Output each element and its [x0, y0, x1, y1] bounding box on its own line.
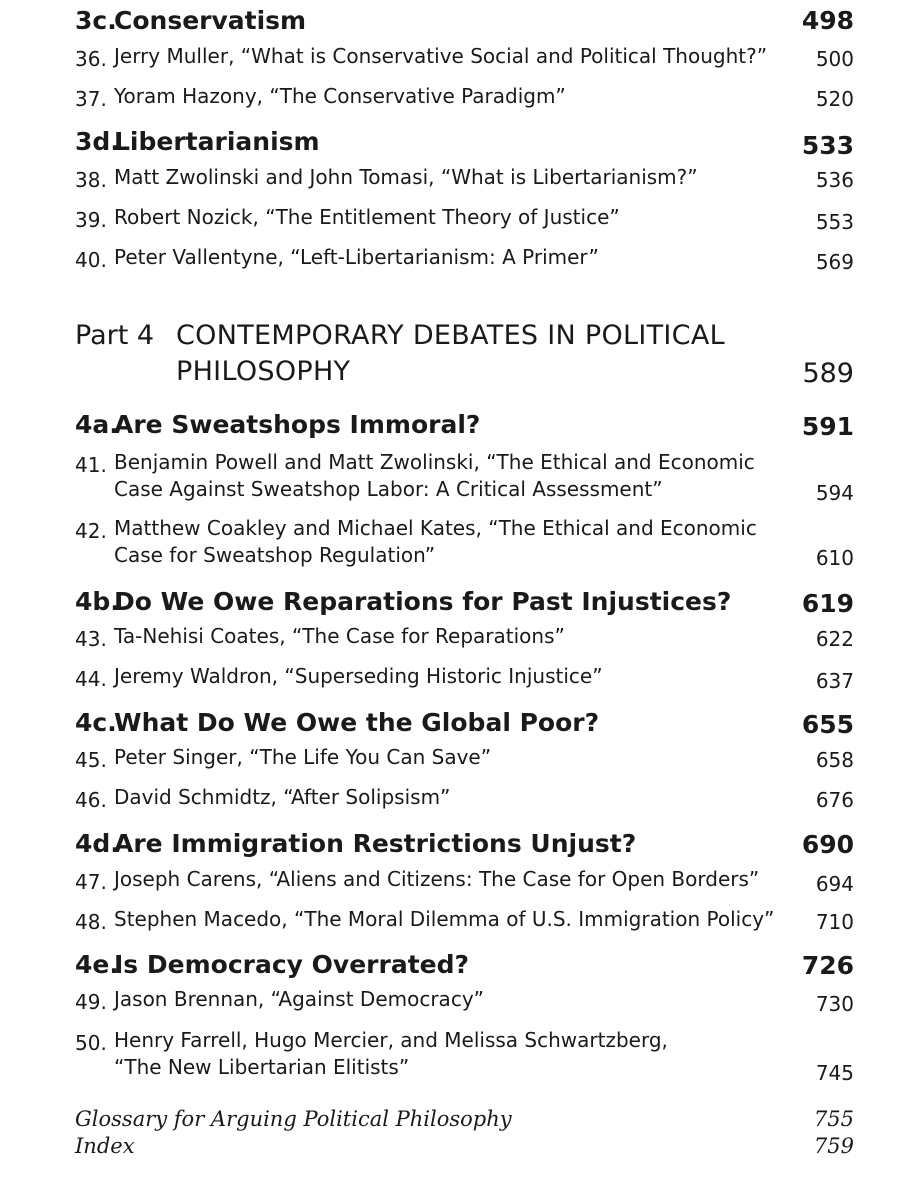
- part-title-line: PHILOSOPHY: [176, 356, 351, 387]
- entry-number: 40.: [75, 248, 107, 272]
- entry-title-line: Henry Farrell, Hugo Mercier, and Melissa Schwartzberg,: [114, 1028, 668, 1052]
- entry-number: 50.: [75, 1031, 107, 1055]
- entry-page: 637: [815, 669, 854, 693]
- section-page: 619: [801, 589, 854, 618]
- entry-title-line: “The New Libertarian Elitists”: [114, 1055, 410, 1079]
- entry-number: 47.: [75, 870, 107, 894]
- index-page: 759: [813, 1134, 854, 1158]
- section-number: 4a.: [75, 410, 119, 439]
- entry-number: 39.: [75, 208, 107, 232]
- entry-title[interactable]: [114, 449, 755, 503]
- entry-title[interactable]: Ta-Nehisi Coates, “The Case for Reparations”: [114, 624, 565, 648]
- section-page: 655: [801, 710, 854, 739]
- entry-title[interactable]: [114, 1027, 668, 1081]
- part-label: Part 4: [75, 320, 155, 351]
- entry-page: 520: [815, 87, 854, 111]
- entry-title[interactable]: Yoram Hazony, “The Conservative Paradigm”: [114, 84, 566, 108]
- entry-page: 610: [815, 546, 854, 570]
- entry-number: 45.: [75, 748, 107, 772]
- section-title[interactable]: Are Sweatshops Immoral?: [114, 410, 481, 439]
- entry-page: 536: [815, 168, 854, 192]
- entry-title[interactable]: Robert Nozick, “The Entitlement Theory of Justice”: [114, 205, 620, 229]
- entry-title-line: Case Against Sweatshop Labor: A Critical Assessment”: [114, 477, 663, 501]
- section-number: 4c.: [75, 708, 117, 737]
- entry-page: 745: [815, 1061, 854, 1085]
- entry-page: 730: [815, 992, 854, 1016]
- entry-title[interactable]: David Schmidtz, “After Solipsism”: [114, 785, 451, 809]
- section-title[interactable]: Is Democracy Overrated?: [114, 950, 469, 979]
- section-number: 4b.: [75, 587, 120, 616]
- entry-number: 49.: [75, 990, 107, 1014]
- entry-number: 43.: [75, 627, 107, 651]
- section-page: 591: [801, 412, 854, 441]
- entry-title[interactable]: Jeremy Waldron, “Superseding Historic Injustice”: [114, 664, 603, 688]
- glossary-page: 755: [813, 1107, 854, 1131]
- section-page: 498: [801, 6, 854, 35]
- section-number: 3d.: [75, 127, 120, 156]
- entry-title[interactable]: Stephen Macedo, “The Moral Dilemma of U.S. Immigration Policy”: [114, 907, 775, 931]
- entry-number: 37.: [75, 87, 107, 111]
- entry-page: 658: [815, 748, 854, 772]
- section-page: 726: [801, 951, 854, 980]
- index-link[interactable]: Index: [75, 1134, 135, 1158]
- entry-title[interactable]: Peter Singer, “The Life You Can Save”: [114, 745, 492, 769]
- entry-title-line: Matthew Coakley and Michael Kates, “The Ethical and Economic: [114, 516, 757, 540]
- part-page: 589: [802, 358, 854, 389]
- glossary-link[interactable]: Glossary for Arguing Political Philosophy: [75, 1107, 512, 1131]
- entry-title[interactable]: Matt Zwolinski and John Tomasi, “What is Libertarianism?”: [114, 165, 698, 189]
- entry-title[interactable]: Jerry Muller, “What is Conservative Social and Political Thought?”: [114, 44, 768, 68]
- section-title[interactable]: Libertarianism: [114, 127, 320, 156]
- entry-title[interactable]: [114, 515, 757, 569]
- entry-page: 500: [815, 47, 854, 71]
- section-number: 3c.: [75, 6, 117, 35]
- entry-title[interactable]: Jason Brennan, “Against Democracy”: [114, 987, 485, 1011]
- entry-number: 44.: [75, 667, 107, 691]
- entry-page: 569: [815, 250, 854, 274]
- entry-title-line: Case for Sweatshop Regulation”: [114, 543, 436, 567]
- section-page: 690: [801, 830, 854, 859]
- entry-page: 710: [815, 910, 854, 934]
- entry-number: 46.: [75, 788, 107, 812]
- section-title[interactable]: What Do We Owe the Global Poor?: [114, 708, 600, 737]
- section-title[interactable]: Conservatism: [114, 6, 307, 35]
- entry-page: 594: [815, 481, 854, 505]
- part-title-line: CONTEMPORARY DEBATES IN POLITICAL: [176, 320, 725, 351]
- section-number: 4d.: [75, 829, 120, 858]
- entry-number: 41.: [75, 453, 107, 477]
- entry-number: 36.: [75, 47, 107, 71]
- entry-title[interactable]: Joseph Carens, “Aliens and Citizens: The Case for Open Borders”: [114, 867, 760, 891]
- section-title[interactable]: Are Immigration Restrictions Unjust?: [114, 829, 637, 858]
- entry-page: 622: [815, 627, 854, 651]
- entry-title-line: Benjamin Powell and Matt Zwolinski, “The Ethical and Economic: [114, 450, 755, 474]
- section-title[interactable]: Do We Owe Reparations for Past Injustices?: [114, 587, 732, 616]
- entry-page: 553: [815, 210, 854, 234]
- section-number: 4e.: [75, 950, 119, 979]
- section-page: 533: [801, 131, 854, 160]
- part-title[interactable]: [176, 318, 725, 390]
- entry-number: 38.: [75, 168, 107, 192]
- entry-page: 694: [815, 872, 854, 896]
- entry-number: 48.: [75, 910, 107, 934]
- entry-title[interactable]: Peter Vallentyne, “Left-Libertarianism: A Primer”: [114, 245, 599, 269]
- entry-page: 676: [815, 788, 854, 812]
- entry-number: 42.: [75, 519, 107, 543]
